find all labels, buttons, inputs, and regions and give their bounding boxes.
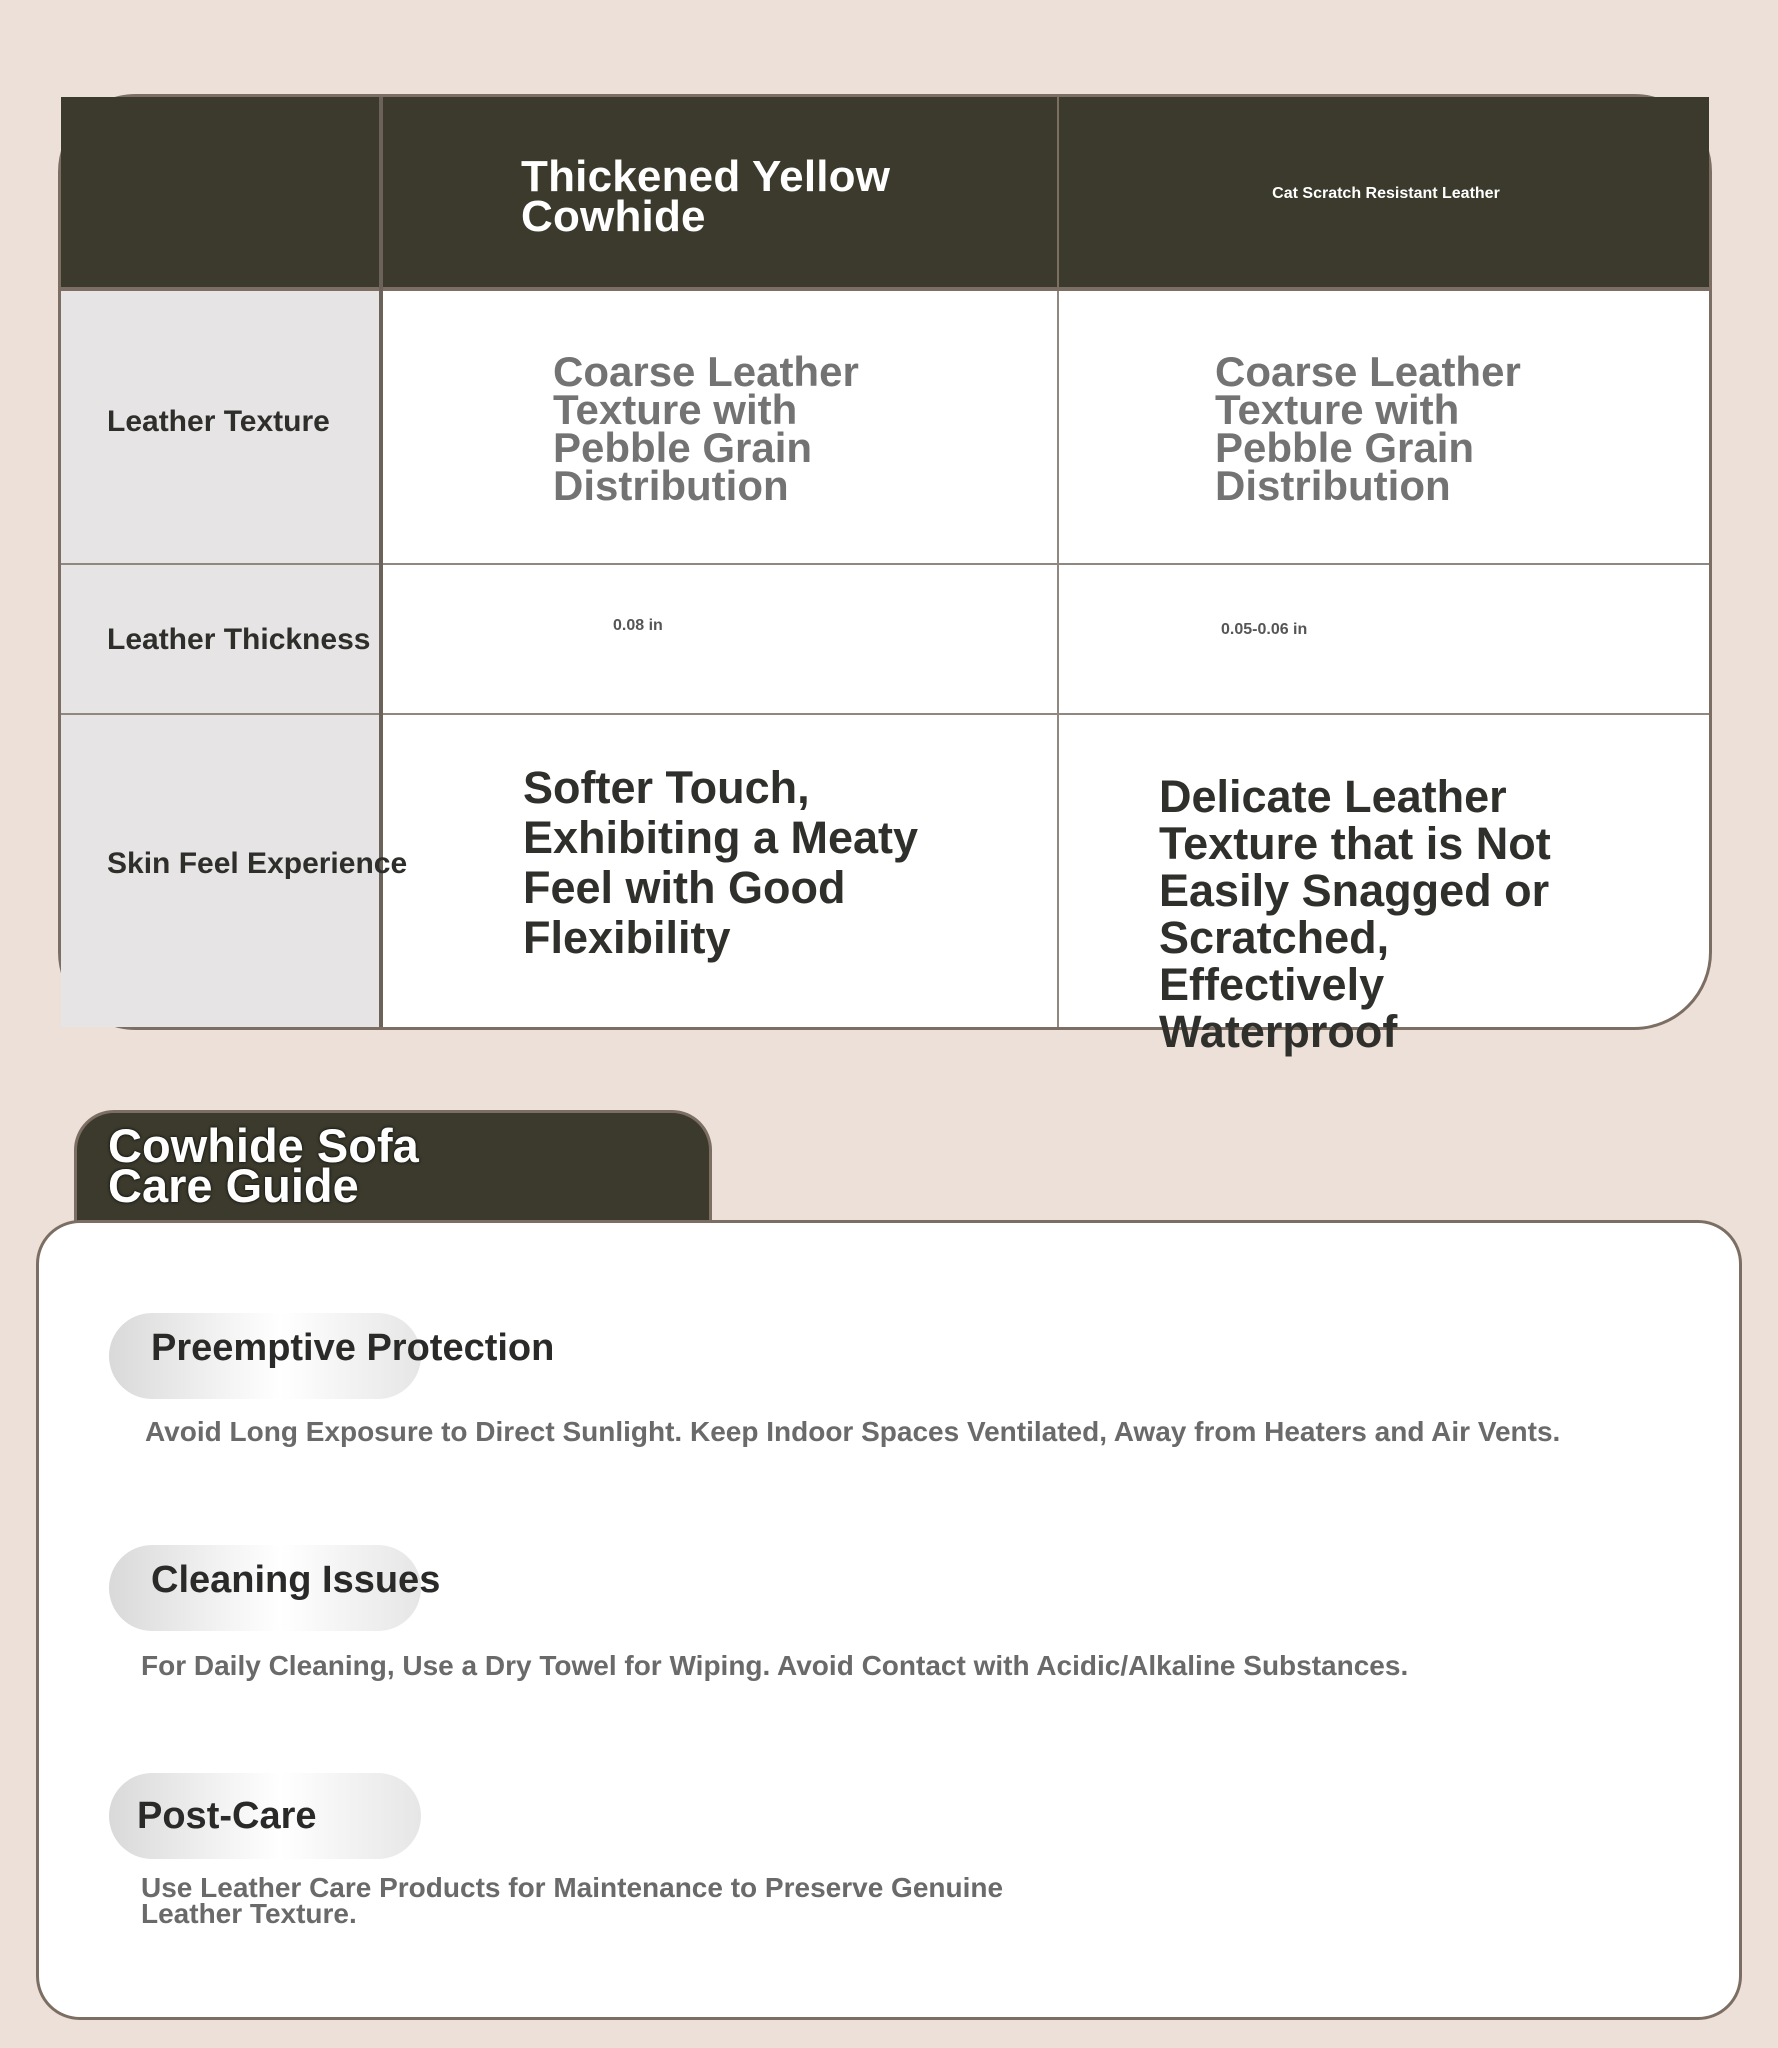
row-label-thickness: Leather Thickness — [107, 623, 371, 656]
care-guide-title: Cowhide Sofa Care Guide — [108, 1119, 419, 1212]
care-guide-card — [36, 1220, 1742, 2020]
section-heading-post-care: Post-Care — [137, 1795, 317, 1837]
row-divider — [61, 563, 1709, 565]
cell-skin-feel-yellow-cowhide: Softer Touch, Exhibiting a Meaty Feel with Good Flexibility — [523, 762, 919, 963]
cell-thickness-cat-scratch: 0.05-0.06 in — [1221, 621, 1308, 638]
section-body-cleaning: For Daily Cleaning, Use a Dry Towel for Wiping. Avoid Contact with Acidic/Alkaline Substances. — [141, 1650, 1409, 1681]
section-heading-cleaning: Cleaning Issues — [151, 1559, 441, 1601]
column-divider — [1057, 97, 1059, 291]
cell-texture-cat-scratch: Coarse Leather Texture with Pebble Grain Distribution — [1215, 348, 1521, 509]
row-label-texture: Leather Texture — [107, 405, 330, 438]
cell-skin-feel-cat-scratch: Delicate Leather Texture that is Not Easily Snagged or Scratched, Effectively Waterproof — [1159, 771, 1551, 1057]
column-divider — [379, 97, 383, 1027]
row-divider — [61, 713, 1709, 715]
column-divider — [1057, 291, 1059, 1027]
cell-thickness-yellow-cowhide: 0.08 in — [613, 617, 663, 634]
cell-texture-yellow-cowhide: Coarse Leather Texture with Pebble Grain Distribution — [553, 348, 859, 509]
section-body-post-care: Use Leather Care Products for Maintenance to Preserve Genuine Leather Texture. — [141, 1872, 1004, 1929]
section-body-protection: Avoid Long Exposure to Direct Sunlight. Keep Indoor Spaces Ventilated, Away from Heaters and Air Vents. — [145, 1416, 1561, 1447]
row-label-column — [61, 291, 381, 1027]
comparison-table — [58, 94, 1712, 1057]
column-header-yellow-cowhide: Thickened Yellow Cowhide — [521, 152, 891, 241]
section-heading-protection: Preemptive Protection — [151, 1327, 555, 1369]
row-label-skin-feel: Skin Feel Experience — [107, 847, 408, 880]
column-header-cat-scratch: Cat Scratch Resistant Leather — [1272, 185, 1500, 202]
